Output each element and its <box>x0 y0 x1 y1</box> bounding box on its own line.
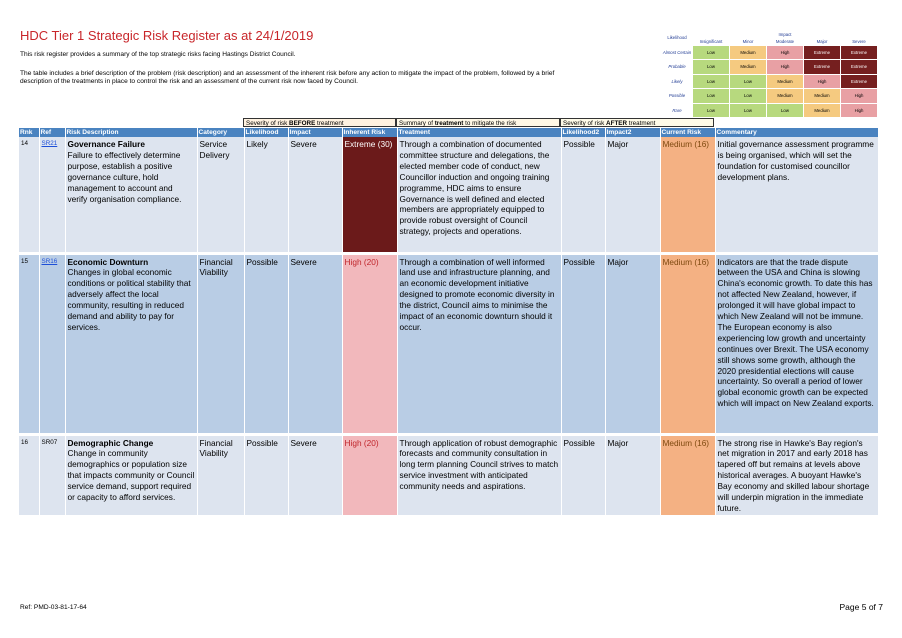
group-text: treatment <box>627 120 656 127</box>
matrix-impact-label: Impact <box>693 31 878 38</box>
cell-inherent-risk: High (20) <box>342 434 397 516</box>
col-header-impact2[interactable]: Impact2 <box>605 128 660 137</box>
group-text: to mitigate the risk <box>463 120 517 127</box>
matrix-col-header: Moderate <box>767 38 804 45</box>
matrix-cell: Extreme <box>841 74 878 89</box>
matrix-cell: High <box>841 89 878 104</box>
matrix-cell: Low <box>693 60 730 75</box>
document-reference: Ref: PMD-03-81-17-64 <box>20 604 87 611</box>
matrix-row-label: Likely <box>662 74 693 89</box>
matrix-cell: Extreme <box>804 60 841 75</box>
matrix-cell: High <box>767 45 804 60</box>
cell-likelihood: Possible <box>244 434 288 516</box>
matrix-col-header: Major <box>804 38 841 45</box>
cell-treatment: Through application of robust demographic forecasts and community consultation in long term planning Council strives to match service investment with anticipated community needs and aspirations. <box>397 434 561 516</box>
matrix-cell: Low <box>693 45 730 60</box>
col-header-impact[interactable]: Impact <box>288 128 342 137</box>
matrix-cell: Low <box>730 74 767 89</box>
matrix-cell: Low <box>693 103 730 118</box>
table-header-row <box>19 128 878 137</box>
matrix-cell: Medium <box>804 89 841 104</box>
cell-likelihood2: Possible <box>561 434 605 516</box>
col-header-inherent-risk[interactable]: Inherent Risk <box>342 128 397 137</box>
matrix-cell: Low <box>693 74 730 89</box>
risk-title: Demographic Change <box>67 437 154 448</box>
matrix-cell: Medium <box>730 60 767 75</box>
ref-link[interactable]: SR16 <box>41 257 58 265</box>
cell-impact: Severe <box>288 434 342 516</box>
cell-risk-description <box>65 434 197 516</box>
cell-impact: Severe <box>288 253 342 434</box>
matrix-cell: High <box>804 74 841 89</box>
matrix-cell: Extreme <box>804 45 841 60</box>
cell-likelihood2: Possible <box>561 253 605 434</box>
group-text: Severity of risk <box>563 120 607 127</box>
cell-current-risk: Medium (16) <box>660 434 715 516</box>
intro-paragraph-2: The table includes a brief description of the problem (risk description) and an assessment of the inherent risk before any action to mitigate the impact of the problem, followed by a brief description of the treatments in place to control the risk and an assessment of the current risk now faced by Council. <box>20 70 555 86</box>
table-row <box>19 434 878 516</box>
ref-link[interactable]: SR21 <box>41 140 58 147</box>
matrix-cell: Medium <box>730 45 767 60</box>
col-header-rank[interactable]: Rnk <box>19 128 39 137</box>
risk-matrix <box>661 30 878 118</box>
matrix-cell: Low <box>767 103 804 118</box>
matrix-cell: High <box>767 60 804 75</box>
matrix-col-header: Severe <box>841 38 878 45</box>
matrix-likelihood-label: Likelihood <box>662 31 693 46</box>
cell-category: Financial Viability <box>197 253 244 434</box>
page-title: HDC Tier 1 Strategic Risk Register as at 24/1/2019 <box>20 28 314 43</box>
cell-commentary: Indicators are that the trade dispute between the USA and China is slowing China's economic growth. To date this has not affected New Zealand, however, if prolonged it will have global impact to which New Zealand will not be immune. The European economy is also experiencing low growth and uncertainty continues over Brexit. The USA economy still shows some growth, although the 2020 presidential elections will cause uncertainty. So overall a period of lower global economic growth can be expected which will impact on New Zealand exports. <box>715 253 878 434</box>
matrix-cell: Medium <box>767 89 804 104</box>
matrix-cell: High <box>841 103 878 118</box>
matrix-col-header: Insignificant <box>693 38 730 45</box>
risk-title: Governance Failure <box>67 139 145 149</box>
group-text: treatment <box>315 120 344 127</box>
matrix-row-label: Rare <box>662 103 693 118</box>
col-header-category[interactable]: Category <box>197 128 244 137</box>
col-header-current-risk[interactable]: Current Risk <box>660 128 715 137</box>
cell-rank: 16 <box>19 434 39 516</box>
cell-impact2: Major <box>605 434 660 516</box>
cell-likelihood2: Possible <box>561 137 605 253</box>
cell-current-risk: Medium (16) <box>660 253 715 434</box>
col-header-risk-description[interactable]: Risk Description <box>65 128 197 137</box>
cell-treatment: Through a combination of documented committee structure and delegations, the elected member code of conduct, new Councillor induction and ongoing training programme, HDC aims to ensure Governance is well defined and elected members are appropriately equipped to provide robust oversight of Council strategy, projects and operations. <box>397 137 561 253</box>
cell-impact2: Major <box>605 137 660 253</box>
table-row <box>19 137 878 253</box>
matrix-col-header: Minor <box>730 38 767 45</box>
cell-ref <box>39 253 65 434</box>
group-text-bold: BEFORE <box>289 120 316 127</box>
matrix-cell: Low <box>730 89 767 104</box>
cell-ref <box>39 137 65 253</box>
group-before-treatment <box>243 118 396 127</box>
group-text: Severity of risk <box>246 120 290 127</box>
col-header-likelihood[interactable]: Likelihood <box>244 128 288 137</box>
risk-desc: Failure to effectively determine purpose, establish a positive governance culture, hold management to account and verify organisation compliance. <box>67 149 182 204</box>
cell-rank: 14 <box>19 137 39 253</box>
risk-register-table <box>19 128 879 518</box>
risk-desc: Change in community demographics or population size that impacts community or Council service demand, support required or capacity to afford services. <box>67 448 195 503</box>
col-header-commentary[interactable]: Commentary <box>715 128 878 137</box>
group-text: Summary of <box>399 120 435 127</box>
cell-rank: 15 <box>19 253 39 434</box>
matrix-row-label: Almost Certain <box>662 45 693 60</box>
cell-commentary: Initial governance assessment programme is being organised, which will set the foundation for customised councillor development plans. <box>715 137 878 253</box>
cell-commentary: The strong rise in Hawke's Bay region's net migration in 2017 and early 2018 has tapered off but remains at levels above historical averages. A buoyant Hawke's Bay economy and skilled labour shortage will underpin migration in the immediate future. <box>715 434 878 516</box>
matrix-row-label: Possible <box>662 89 693 104</box>
cell-ref: SR07 <box>39 434 65 516</box>
matrix-cell: Medium <box>767 74 804 89</box>
cell-current-risk: Medium (16) <box>660 137 715 253</box>
cell-inherent-risk: Extreme (30) <box>342 137 397 253</box>
risk-desc: Changes in global economic conditions or political stability that adversely affect the local community, resulting in reduced demand and ability to pay for services. <box>67 267 191 332</box>
cell-category: Financial Viability <box>197 434 244 516</box>
cell-impact: Severe <box>288 137 342 253</box>
col-header-ref[interactable]: Ref <box>39 128 65 137</box>
matrix-cell: Medium <box>804 103 841 118</box>
table-row <box>19 253 878 434</box>
matrix-row-label: Probable <box>662 60 693 75</box>
cell-risk-description <box>65 253 197 434</box>
group-after-treatment <box>560 118 714 127</box>
matrix-cell: Low <box>693 89 730 104</box>
intro-paragraph-1: This risk register provides a summary of the top strategic risks facing Hastings District Council. <box>20 51 296 58</box>
cell-category: Service Delivery <box>197 137 244 253</box>
matrix-cell: Low <box>730 103 767 118</box>
group-text-bold: AFTER <box>606 120 628 127</box>
cell-inherent-risk: High (20) <box>342 253 397 434</box>
cell-likelihood: Likely <box>244 137 288 253</box>
cell-likelihood: Possible <box>244 253 288 434</box>
matrix-cell: Extreme <box>841 45 878 60</box>
risk-title: Economic Downturn <box>67 256 149 267</box>
cell-risk-description <box>65 137 197 253</box>
group-treatment-summary <box>396 118 560 127</box>
cell-treatment: Through a combination of well informed land use and infrastructure planning, and an economic development initiative designed to promote economic diversity in the district, Council aims to minimise the impact of an economic downturn should it occur. <box>397 253 561 434</box>
matrix-cell: Extreme <box>841 60 878 75</box>
page-number: Page 5 of 7 <box>839 602 883 612</box>
cell-impact2: Major <box>605 253 660 434</box>
col-header-treatment[interactable]: Treatment <box>397 128 561 137</box>
group-text-bold: treatment <box>434 120 464 127</box>
col-header-likelihood2[interactable]: Likelihood2 <box>561 128 605 137</box>
